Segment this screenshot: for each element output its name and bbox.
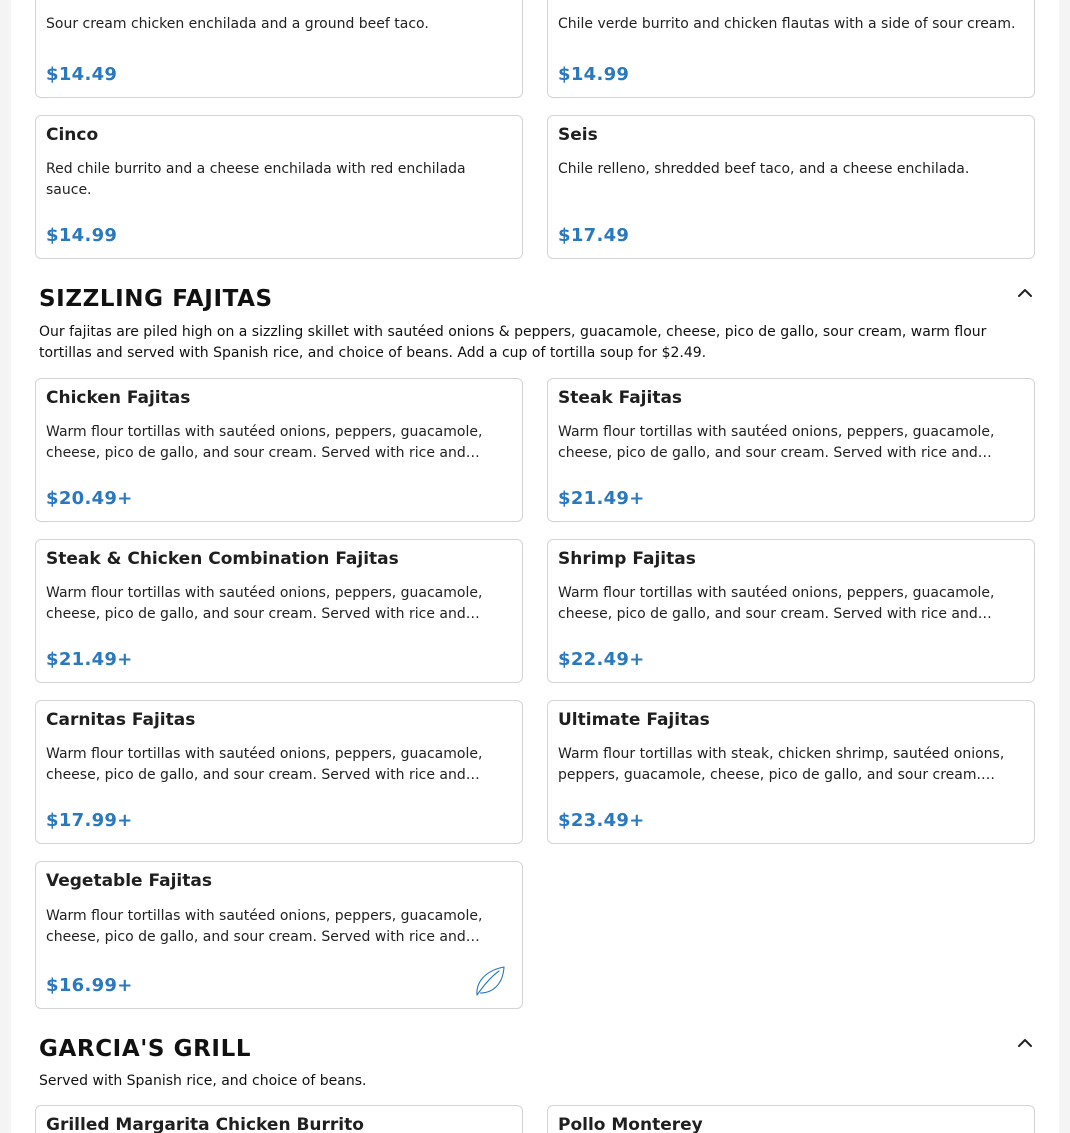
item-name: Ultimate Fajitas [558, 710, 710, 730]
section-title: GARCIA'S GRILL [39, 1036, 252, 1062]
item-name: Seis [558, 125, 598, 145]
item-name: Vegetable Fajitas [46, 871, 212, 891]
item-price: $22.49+ [558, 649, 645, 670]
item-price: $14.99 [46, 225, 118, 246]
menu-item-card[interactable] [547, 0, 1035, 98]
item-description: Warm flour tortillas with sautéed onions, peppers, guacamole, cheese, pico de gallo, and sour cream. Served with rice and… [46, 424, 483, 461]
section-description: Our fajitas are piled high on a sizzling skillet with sautéed onions & peppers, guacamole, cheese, pico de gallo, sour cream, warm flour tortillas and served with Spanish rice, and choice of beans. Add a cup of tortilla soup for $2.49. [39, 324, 987, 361]
item-description: Warm flour tortillas with sautéed onions, peppers, guacamole, cheese, pico de gallo, and sour cream. Served with rice and… [558, 424, 995, 461]
menu-item-card[interactable] [35, 378, 523, 522]
menu-item-card[interactable] [547, 378, 1035, 522]
item-price: $14.49 [46, 64, 118, 85]
section-description: Served with Spanish rice, and choice of beans. [39, 1073, 367, 1089]
menu-page [11, 0, 1059, 1133]
item-price: $23.49+ [558, 810, 645, 831]
item-description: Warm flour tortillas with sautéed onions, peppers, guacamole, cheese, pico de gallo, and sour cream. Served with rice and… [558, 585, 995, 622]
item-name: Steak Fajitas [558, 388, 683, 408]
menu-item-card[interactable] [35, 0, 523, 98]
item-price: $14.99 [558, 64, 630, 85]
menu-item-card[interactable] [35, 115, 523, 259]
item-price: $21.49+ [558, 488, 645, 509]
item-name: Grilled Margarita Chicken Burrito [46, 1115, 364, 1133]
item-description: Warm flour tortillas with steak, chicken shrimp, sautéed onions, peppers, guacamole, cheese, pico de gallo, and sour cream.… [558, 746, 1005, 783]
menu-item-card[interactable] [547, 539, 1035, 683]
section-title: SIZZLING FAJITAS [39, 286, 273, 312]
item-price: $21.49+ [46, 649, 133, 670]
item-price: $17.49 [558, 225, 630, 246]
menu-item-card[interactable] [547, 115, 1035, 259]
menu-item-card[interactable] [35, 861, 523, 1009]
item-description: Warm flour tortillas with sautéed onions, peppers, guacamole, cheese, pico de gallo, and sour cream. Served with rice and… [46, 585, 483, 622]
item-price: $16.99+ [46, 975, 133, 996]
chevron-up-icon[interactable] [1016, 1034, 1034, 1052]
item-name: Cinco [46, 125, 99, 145]
chevron-up-icon[interactable] [1016, 284, 1034, 302]
item-description: Warm flour tortillas with sautéed onions, peppers, guacamole, cheese, pico de gallo, and sour cream. Served with rice and… [46, 908, 483, 945]
item-description: Red chile burrito and a cheese enchilada with red enchilada sauce. [46, 161, 466, 198]
item-name: Chicken Fajitas [46, 388, 191, 408]
item-name: Steak & Chicken Combination Fajitas [46, 549, 399, 569]
leaf-icon [474, 965, 506, 997]
item-name: Carnitas Fajitas [46, 710, 196, 730]
item-name: Shrimp Fajitas [558, 549, 696, 569]
menu-item-card[interactable] [35, 1105, 523, 1133]
item-description: Chile verde burrito and chicken flautas with a side of sour cream. [558, 16, 1016, 32]
menu-item-card[interactable] [35, 700, 523, 844]
menu-item-card[interactable] [35, 539, 523, 683]
item-price: $20.49+ [46, 488, 133, 509]
item-description: Warm flour tortillas with sautéed onions, peppers, guacamole, cheese, pico de gallo, and sour cream. Served with rice and… [46, 746, 483, 783]
menu-item-card[interactable] [547, 1105, 1035, 1133]
menu-item-card[interactable] [547, 700, 1035, 844]
item-price: $17.99+ [46, 810, 133, 831]
item-name: Pollo Monterey [558, 1115, 703, 1133]
item-description: Sour cream chicken enchilada and a ground beef taco. [46, 16, 429, 32]
item-description: Chile relleno, shredded beef taco, and a cheese enchilada. [558, 161, 970, 177]
